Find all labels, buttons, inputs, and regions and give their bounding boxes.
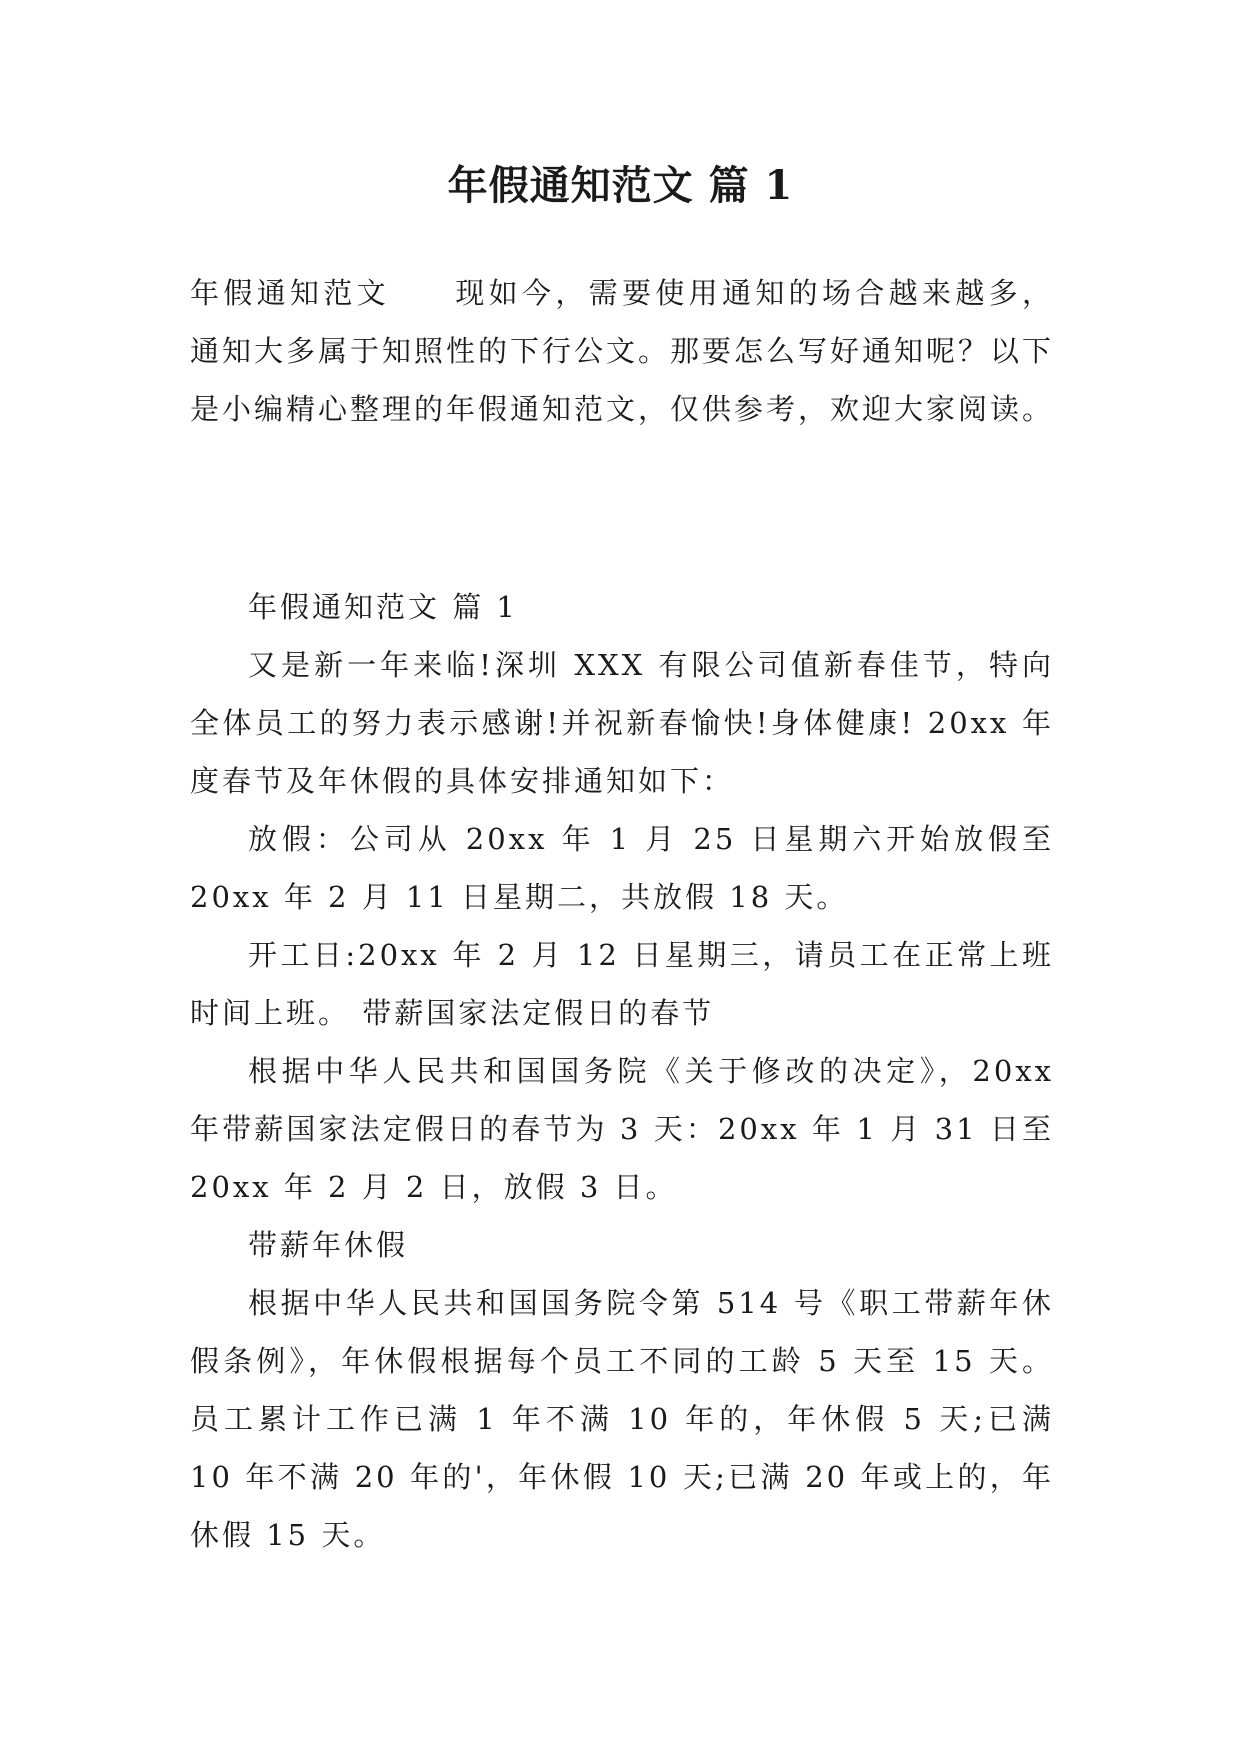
paid-leave-heading: 带薪年休假 [248, 1228, 409, 1262]
paid-leave-paragraph: 根据中华人民共和国国务院令第 514 号《职工带薪年休假条例》，年休假根据每个员工不同的工龄 5 天至 15 天。员工累计工作已满 1 年不满 10 年的，年休假 5 天;已满 10 年不满 20 年的'，年休假 10 天;已满 20 年或上的，年休假 15 天。 [190, 1286, 1054, 1552]
holiday-paragraph: 放假：公司从 20xx 年 1 月 25 日星期六开始放假至 20xx 年 2 月 11 日星期二，共放假 18 天。 [190, 822, 1054, 914]
section-heading: 年假通知范文 篇 1 [248, 590, 518, 624]
intro-section [190, 264, 1054, 438]
intro-lead: 年假通知范文 [190, 276, 390, 310]
work-start-paragraph: 开工日:20xx 年 2 月 12 日星期三，请员工在正常上班时间上班。 带薪国家法定假日的春节 [190, 938, 1054, 1030]
content-section [190, 578, 1054, 1564]
intro-paragraph [190, 264, 1054, 438]
document-title: 年假通知范文 篇 1 [447, 162, 794, 209]
greeting-paragraph: 又是新一年来临!深圳 XXX 有限公司值新春佳节，特向全体员工的努力表示感谢!并祝新春愉快!身体健康! 20xx 年度春节及年休假的具体安排通知如下： [190, 648, 1054, 798]
statutory-holiday-paragraph: 根据中华人民共和国国务院《关于修改的决定》，20xx 年带薪国家法定假日的春节为 3 天：20xx 年 1 月 31 日至 20xx 年 2 月 2 日，放假 3 日。 [190, 1054, 1054, 1204]
intro-text: 现如今，需要使用通知的场合越来越多，通知大多属于知照性的下行公文。那要怎么写好通知呢？以下是小编精心整理的年假通知范文，仅供参考，欢迎大家阅读。 [190, 276, 1055, 426]
